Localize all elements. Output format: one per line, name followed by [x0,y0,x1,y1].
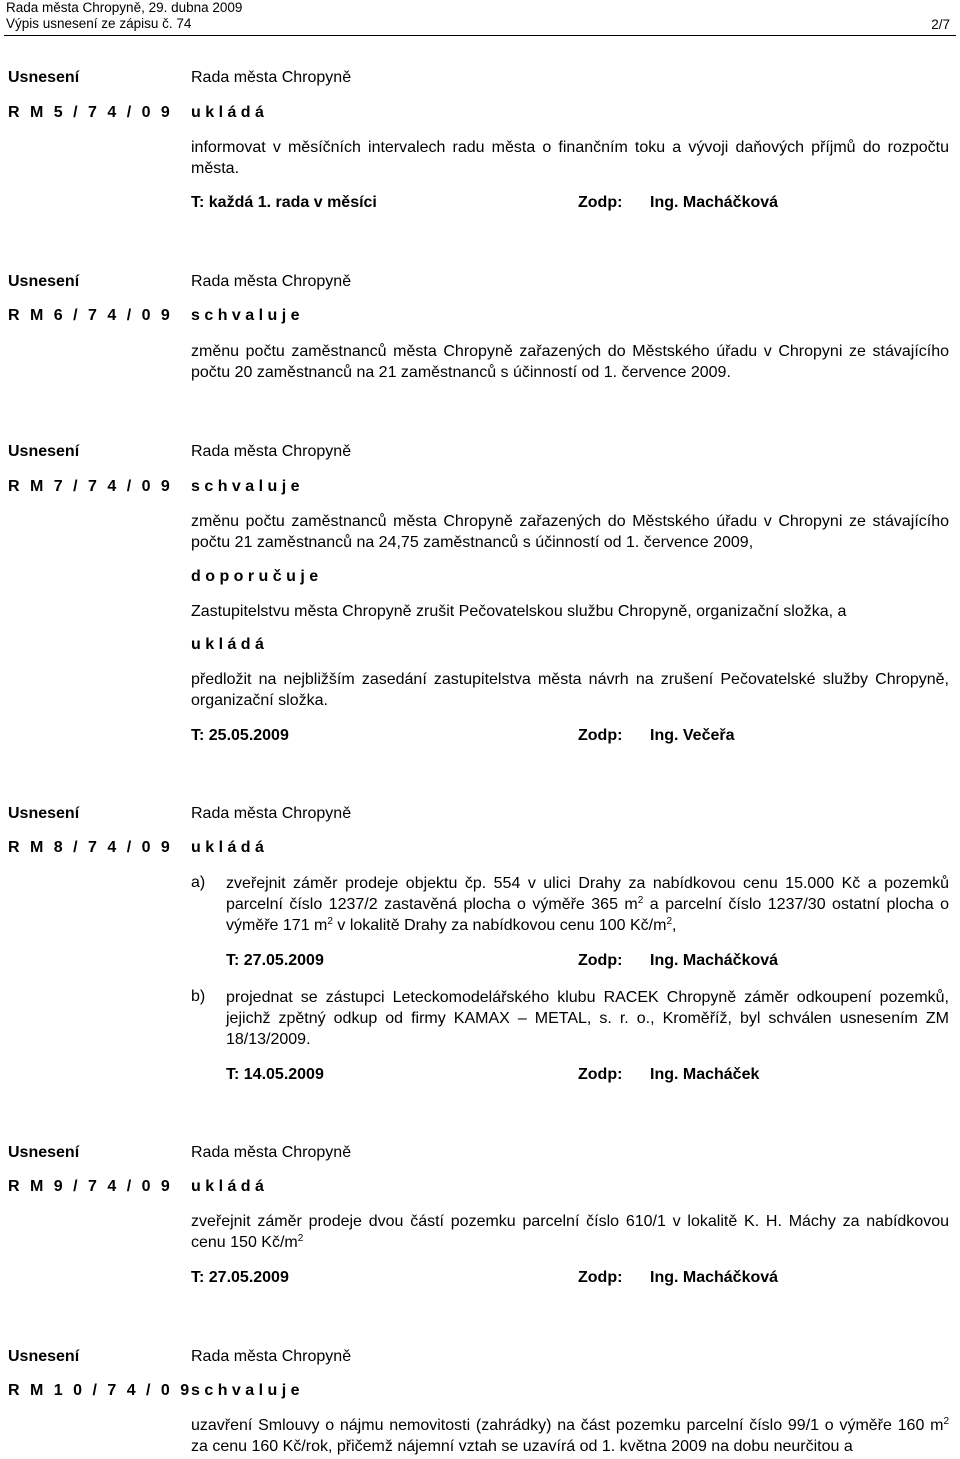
list-item-b-text: projednat se zástupci Leteckomodelářského klubu RACEK Chropyně záměr odkoupení pozemků, jejichž zpětný odkup od firmy KAMAX – METAL, s. r. o., Kroměříž, byl schválen usnesením ZM 18/13/2009. [226,989,949,1048]
term: T: každá 1. rada v měsíci [191,194,377,211]
council-name: Rada města Chropyně [191,273,352,290]
list-item-a-text: zveřejnit záměr prodeje objektu čp. 554 v ulici Drahy za nabídkovou cenu 15.000 Kč a pozemků parcelní číslo 1237/2 zastavěná plocha o výměře 365 $m^2$ a parcelní číslo 1237/30 ostatní plocha o výměře 171 $m^2$ v lokalitě Drahy za nabídkovou cenu 100 $Kč/m^2$, [226,875,950,934]
resolution-code: R M 7 / 7 4 / 0 9 [8,478,170,495]
responsible-label: Zodp: [578,194,623,211]
responsible-label: Zodp: [578,952,623,969]
responsible-person: Ing. Večeřa [650,727,735,744]
term: T: 27.05.2009 [191,1269,289,1286]
resolution-label: Usnesení [8,273,80,290]
resolution-code: R M 6 / 7 4 / 0 9 [8,307,170,324]
responsible-person: Ing. Macháčková [650,952,779,969]
resolution-label: Usnesení [8,69,80,86]
resolution-verb: u k l á d á [191,1178,264,1195]
responsible-label: Zodp: [578,1066,623,1083]
document-header [6,0,242,32]
responsible-label: Zodp: [578,1269,623,1286]
header-line-1: Rada města Chropyně, 29. dubna 2009 [6,0,243,15]
council-name: Rada města Chropyně [191,1348,352,1365]
resolution-code: R M 1 0 / 7 4 / 0 9 [8,1382,190,1399]
responsible-label: Zodp: [578,727,623,744]
term: T: 27.05.2009 [226,952,324,969]
resolution-text: předložit na nejbližším zasedání zastupitelstva města návrh na zrušení Pečovatelské služby Chropyně, organizační složka. [191,671,949,709]
resolution-verb: u k l á d á [191,839,264,856]
term: T: 14.05.2009 [226,1066,324,1083]
resolution-label: Usnesení [8,1144,80,1161]
council-name: Rada města Chropyně [191,69,352,86]
resolution-code: R M 5 / 7 4 / 0 9 [8,104,170,121]
resolution-text: informovat v měsíčních intervalech radu města o finančním toku a vývoji daňových příjmů do rozpočtu města. [191,139,949,177]
resolution-code: R M 9 / 7 4 / 0 9 [8,1178,170,1195]
resolution-code: R M 8 / 7 4 / 0 9 [8,839,170,856]
header-line-2: Výpis usnesení ze zápisu č. 74 [6,16,192,31]
resolution-verb-orders: u k l á d á [191,636,264,653]
resolution-label: Usnesení [8,443,80,460]
resolution-verb: s c h v a l u j e [191,307,300,324]
resolution-text: změnu počtu zaměstnanců města Chropyně zařazených do Městského úřadu v Chropyni ze stávajícího počtu 20 zaměstnanců na 21 zaměstnanců s účinností od 1. července 2009. [191,343,949,381]
header-rule [4,35,956,36]
list-marker-b: b) [191,988,206,1005]
resolution-verb-recommends: d o p o r u č u j e [191,568,319,585]
page-number: 2/7 [931,17,950,32]
council-name: Rada města Chropyně [191,805,352,822]
term: T: 25.05.2009 [191,727,289,744]
resolution-text: zveřejnit záměr prodeje dvou částí pozemku parcelní číslo 610/1 v lokalitě K. H. Máchy za nabídkovou cenu 150 $Kč/m^2$ [191,1213,949,1251]
resolution-text: uzavření Smlouvy o nájmu nemovitosti (zahrádky) na část pozemku parcelní číslo 99/1 o výměře 160 $m^2$ za cenu 160 Kč/rok, přičemž nájemní vztah se uzavírá od 1. května 2009 na dobu neurčitou a [191,1416,949,1455]
responsible-person: Ing. Macháčková [650,194,779,211]
resolution-text: Zastupitelstvu města Chropyně zrušit Pečovatelskou službu Chropyně, organizační složka, a [191,603,847,620]
resolution-verb: s c h v a l u j e [191,1382,300,1399]
resolution-text: změnu počtu zaměstnanců města Chropyně zařazených do Městského úřadu v Chropyni ze stávajícího počtu 21 zaměstnanců na 24,75 zaměstnanců s účinností od 1. července 2009, [191,513,949,551]
resolution-verb: u k l á d á [191,104,264,121]
resolution-label: Usnesení [8,1348,80,1365]
resolution-verb: s c h v a l u j e [191,478,300,495]
council-name: Rada města Chropyně [191,443,352,460]
list-marker-a: a) [191,874,206,891]
resolution-label: Usnesení [8,805,80,822]
council-name: Rada města Chropyně [191,1144,352,1161]
responsible-person: Ing. Macháček [650,1066,760,1083]
responsible-person: Ing. Macháčková [650,1269,779,1286]
